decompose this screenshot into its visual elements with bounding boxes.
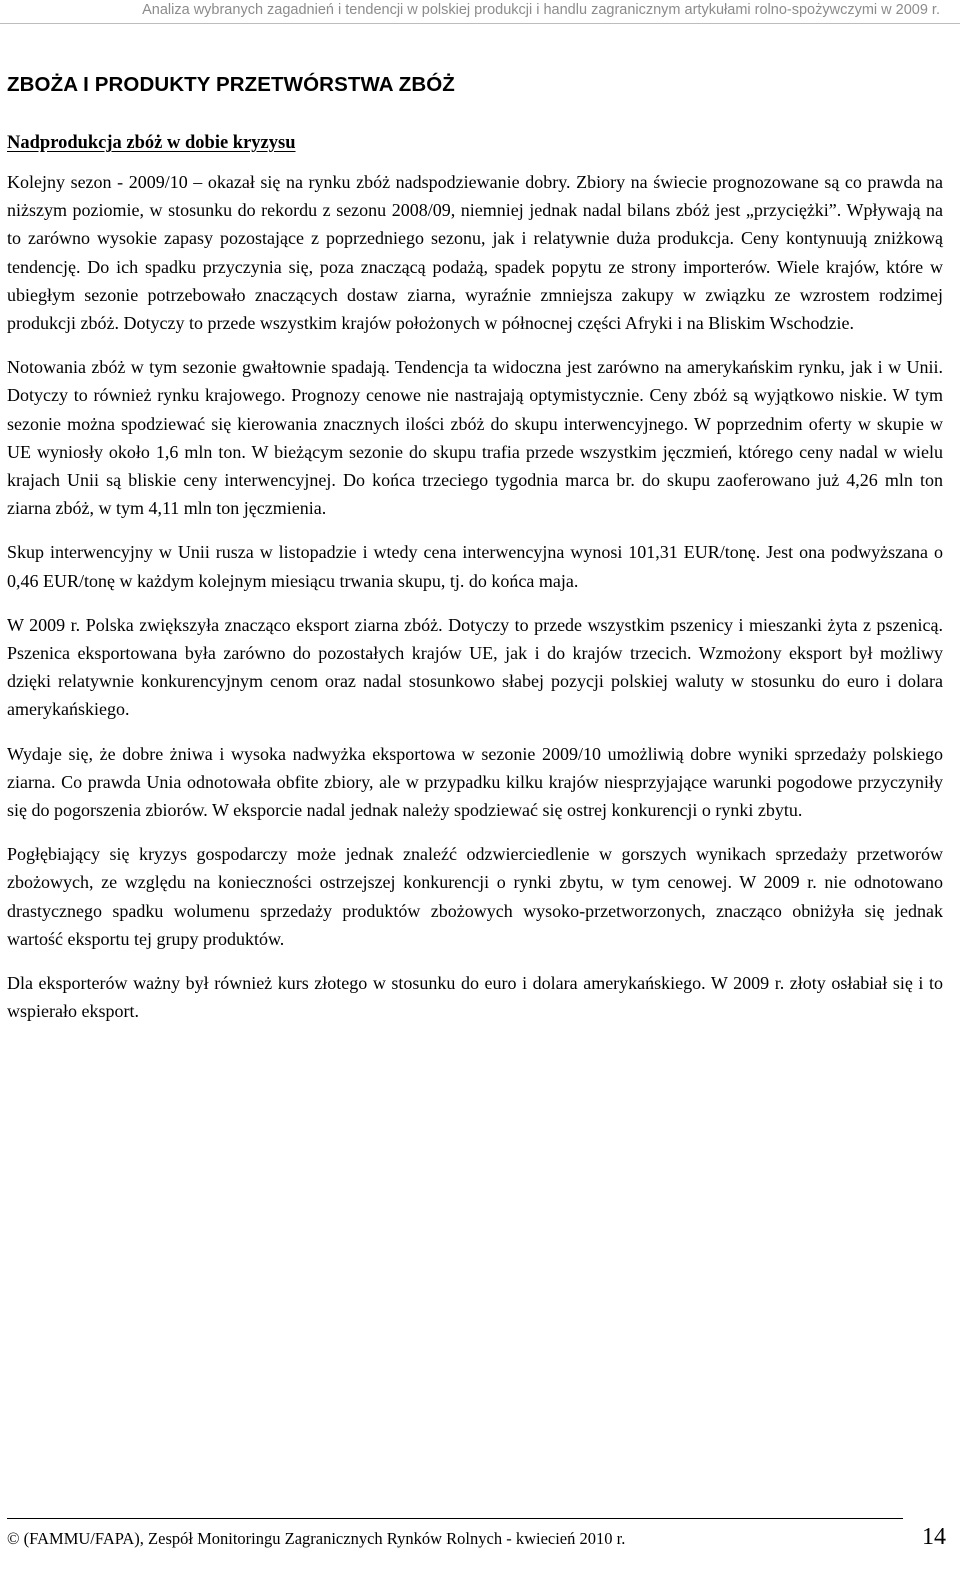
paragraph: Wydaje się, że dobre żniwa i wysoka nadwyżka eksportowa w sezonie 2009/10 umożliwią dobre wyniki sprzedaży polskiego ziarna. Co prawda Unia odnotowała obfite zbiory, ale w przypadku kilku krajów niesprzyjające warunki pogodowe przyczyniły się do pogorszenia zbiorów. W eksporcie nadal jednak należy spodziewać się ostrej konkurencji o rynki zbytu. bbox=[7, 743, 943, 821]
page-number: 14 bbox=[922, 1524, 946, 1550]
paragraph: Kolejny sezon - 2009/10 – okazał się na rynku zbóż nadspodziewanie dobry. Zbiory na świecie prognozowane są co prawda na niższym poziomie, w stosunku do rekordu z sezonu 2008/09, niemniej jednak nadal bilans zbóż jest „przyciężki”. Wpływają na to zarówno wysokie zapasy pozostające z poprzedniego sezonu, jak i relatywnie duża produkcja. Ceny kontynuują zniżkową tendencję. Do ich spadku przyczynia się, poza znaczącą podażą, spadek popytu ze strony importerów. Wiele krajów, które w ubiegłym sezonie potrzebowało znaczących dostaw ziarna, wyraźnie zmniejsza zakupy w związku ze wzrostem rodzimej produkcji zbóż. Dotyczy to przede wszystkim krajów położonych w północnej części Afryki i na Bliskim Wschodzie. bbox=[7, 172, 943, 334]
paragraph: Pogłębiający się kryzys gospodarczy może jednak znaleźć odzwierciedlenie w gorszych wynikach sprzedaży przetworów zbożowych, ze względu na konieczności ostrzejszej konkurencji o rynki zbytu, w tym cenowej. W 2009 r. nie odnotowano drastycznego spadku wolumenu sprzedaży produktów zbożowych wysoko-przetworzonych, znacząco obniżyła się jednak wartość eksportu tej grupy produktów. bbox=[7, 844, 943, 949]
paragraph: W 2009 r. Polska zwiększyła znacząco eksport ziarna zbóż. Dotyczy to przede wszystkim pszenicy i mieszanki żyta z pszenicą. Pszenica eksportowana była zarówno do pozostałych krajów UE, jak i do krajów trzecich. Wzmożony eksport był możliwy dzięki relatywnie konkurencyjnym cenom oraz nadal stosunkowo słabej pozycji polskiej waluty w stosunku do euro i dolara amerykańskiego. bbox=[7, 614, 943, 720]
paragraph: Skup interwencyjny w Unii rusza w listopadzie i wtedy cena interwencyjna wynosi 101,31 EUR/tonę. Jest ona podwyższana o 0,46 EUR/tonę w każdym kolejnym miesiącu trwania skupu, tj. do końca maja. bbox=[7, 542, 943, 591]
article-body bbox=[7, 168, 943, 1041]
paragraph: Notowania zbóż w tym sezonie gwałtownie spadają. Tendencja ta widoczna jest zarówno na amerykańskim rynku, jak i w Unii. Dotyczy to również rynku krajowego. Prognozy cenowe nie nastrajają optymistycznie. Ceny zbóż są wyjątkowo niskie. W tym sezonie można spodziewać się kierowania znacznych ilości zbóż do skupu interwencyjnego. W poprzednim oferty w skupie w UE wyniosły około 1,6 mln ton. W bieżącym sezonie do skupu trafia przede wszystkim jęczmień, którego ceny nadal w wielu krajach Unii są bliskie ceny interwencyjnej. Do końca trzeciego tygodnia marca br. do skupu zaoferowano już 4,26 mln ton ziarna zbóż, w tym 4,11 mln ton jęczmienia. bbox=[7, 357, 943, 519]
footer-copyright: © (FAMMU/FAPA), Zespół Monitoringu Zagranicznych Rynków Rolnych - kwiecień 2010 r. bbox=[7, 1529, 626, 1548]
section-title: ZBOŻA I PRODUKTY PRZETWÓRSTWA ZBÓŻ bbox=[7, 73, 455, 96]
paragraph: Dla eksporterów ważny był również kurs złotego w stosunku do euro i dolara amerykańskiego. W 2009 r. złoty osłabiał się i to wspierało eksport. bbox=[7, 973, 943, 1022]
article-subtitle: Nadprodukcja zbóż w dobie kryzysu bbox=[7, 133, 296, 153]
footer-divider bbox=[7, 1518, 903, 1519]
running-header: Analiza wybranych zagadnień i tendencji w polskiej produkcji i handlu zagranicznym artykułami rolno-spożywczymi w 2009 r. bbox=[142, 2, 940, 18]
header-divider bbox=[0, 23, 960, 24]
